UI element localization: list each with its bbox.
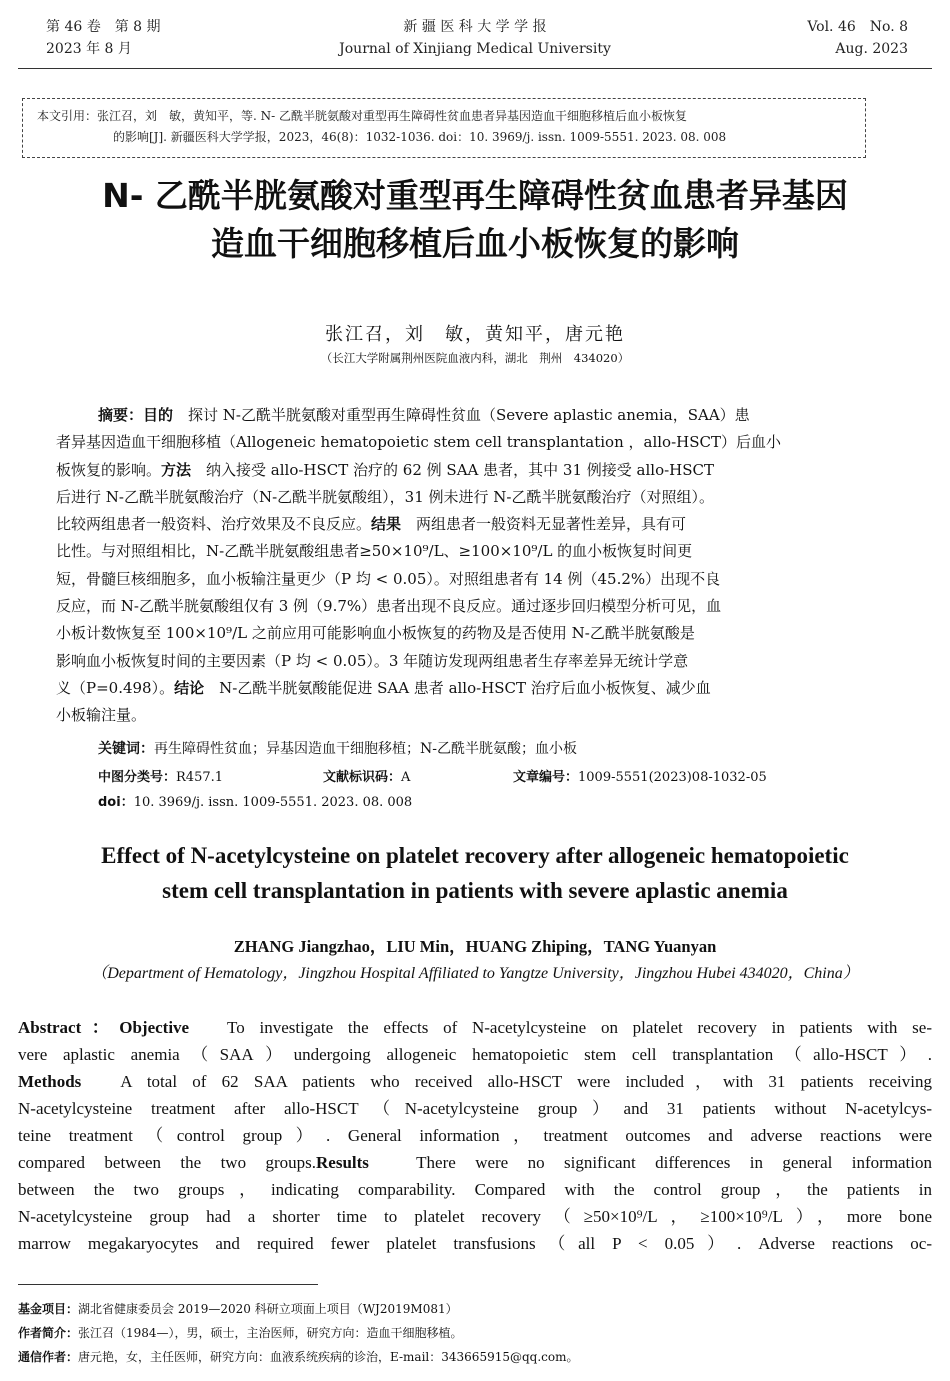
- abstract-label: Abstract：: [18, 1018, 120, 1037]
- abstract-line: [18, 1149, 932, 1176]
- abstract-cn: [56, 402, 898, 730]
- keywords: [98, 738, 577, 758]
- abstract-line: 者异基因造血干细胞移植（Allogeneic hematopoietic stem cell transplantation ，allo-HSCT）后血小: [56, 433, 781, 452]
- journal-name-cn: 新 疆 医 科 大 学 学 报: [403, 19, 547, 35]
- abstract-line: between the two groups，indicating comparability. Compared with the control group，the patients in: [18, 1180, 932, 1199]
- fund-label: 基金项目：: [18, 1302, 79, 1316]
- article-number-value: 1009-5551(2023)08-1032-05: [578, 770, 767, 785]
- running-header-right: [807, 16, 908, 60]
- publication-date: 2023 年 8 月: [46, 41, 132, 57]
- results-text: 两组患者一般资料无显著性差异，具有可: [401, 515, 687, 534]
- affiliation-en: （Department of Hematology，Jingzhou Hospital Affiliated to Yangtze University，Jingzhou Hubei 434020，China）: [91, 965, 859, 982]
- doi-row: [98, 791, 412, 810]
- volume-number-en: Vol. 46 No. 8: [807, 19, 908, 35]
- article-number-label: 文章编号：: [513, 770, 579, 785]
- volume-issue: 第 46 卷 第 8 期: [46, 19, 161, 35]
- footnote-author: [18, 1324, 463, 1341]
- abstract-line: [18, 1014, 932, 1041]
- citation-line: 本文引用：张江召，刘 敏，黄知平，等. N- 乙酰半胱氨酸对重型再生障碍性贫血患者异基因造血干细胞移植后血小板恢复: [37, 109, 688, 123]
- methods-text: 纳入接受 allo-HSCT 治疗的 62 例 SAA 患者，其中 31 例接受 allo-HSCT: [191, 460, 715, 479]
- objective-text: To investigate the effects of N-acetylcysteine on platelet recovery in patients with se-: [189, 1018, 932, 1037]
- journal-name-en: Journal of Xinjiang Medical University: [339, 41, 611, 57]
- fund-value: 湖北省健康委员会 2019—2020 科研立项面上项目（WJ2019M081）: [78, 1302, 458, 1316]
- corresponding-label: 通信作者：: [18, 1350, 79, 1364]
- corresponding-value: 唐元艳，女，主任医师，研究方向：血液系统疾病的诊治，E-mail：343665915@qq.com。: [78, 1350, 579, 1364]
- objective-label: Objective: [119, 1018, 190, 1037]
- results-label: Results: [316, 1153, 369, 1172]
- methods-text: compared between the two groups.: [18, 1153, 316, 1172]
- title-line: stem cell transplantation in patients with severe aplastic anemia: [162, 878, 788, 903]
- document-code-label: 文献标识码：: [323, 770, 402, 785]
- abstract-line: [56, 457, 898, 484]
- keywords-label: 关键词：: [98, 741, 154, 757]
- abstract-label: 摘要：: [98, 406, 144, 424]
- abstract-en: [18, 1014, 932, 1257]
- methods-text: A total of 62 SAA patients who received allo-HSCT were included，with 31 patients receiving: [81, 1072, 932, 1091]
- document-code-value: A: [401, 770, 411, 785]
- objective-label: 目的: [143, 406, 174, 424]
- results-text: 义（P=0.498）。: [56, 678, 175, 697]
- citation-line: 的影响[J]. 新疆医科大学学报，2023，46(8)：1032-1036. doi：10. 3969/j. issn. 1009-5551. 2023. 08. 008: [113, 130, 727, 144]
- abstract-line: 短，骨髓巨核细胞多，血小板输注量更少（P 均 < 0.05）。对照组患者有 14 例（45.2%）出现不良: [56, 569, 721, 588]
- abstract-line: N-acetylcysteine group had a shorter time to platelet recovery（≥50×10⁹/L，≥100×10⁹/L），more bone: [18, 1207, 932, 1226]
- abstract-line: [56, 511, 898, 538]
- doi-label: doi：: [98, 795, 134, 810]
- abstract-line: [18, 1068, 932, 1095]
- abstract-line: 后进行 N-乙酰半胱氨酸治疗（N-乙酰半胱氨酸组），31 例未进行 N-乙酰半胱氨酸治疗（对照组）。: [56, 487, 714, 506]
- affiliation-cn: （长江大学附属荆州医院血液内科，湖北 荆州 434020）: [320, 351, 630, 365]
- date-en: Aug. 2023: [835, 41, 908, 57]
- abstract-line: 反应，而 N-乙酰半胱氨酸组仅有 3 例（9.7%）患者出现不良反应。通过逐步回归模型分析可见，血: [56, 597, 722, 616]
- classification-row: [98, 766, 767, 785]
- methods-label: 方法: [161, 460, 192, 479]
- methods-label: Methods: [18, 1072, 82, 1091]
- article-title-en: [0, 838, 950, 908]
- results-label: 结果: [371, 515, 402, 534]
- header-rule: [18, 68, 932, 69]
- title-line: N- 乙酰半胱氨酸对重型再生障碍性贫血患者异基因: [102, 176, 848, 215]
- abstract-line: teine treatment（control group）. General information，treatment outcomes and adverse reactions were: [18, 1126, 932, 1145]
- clc-value: R457.1: [176, 770, 224, 785]
- author-bio-label: 作者简介：: [18, 1326, 79, 1340]
- footnote-rule: [18, 1284, 318, 1285]
- article-title-cn: [0, 172, 950, 268]
- abstract-line: 小板计数恢复至 100×10⁹/L 之前应用可能影响血小板恢复的药物及是否使用 N-乙酰半胱氨酸是: [56, 624, 695, 643]
- title-line: Effect of N-acetylcysteine on platelet recovery after allogeneic hematopoietic: [101, 843, 849, 868]
- abstract-line: marrow megakaryocytes and required fewer platelet transfusions（all P < 0.05）. Adverse reactions oc-: [18, 1234, 932, 1253]
- methods-text: 比较两组患者一般资料、治疗效果及不良反应。: [56, 515, 372, 534]
- citation-box: [22, 98, 866, 158]
- abstract-line: [56, 675, 898, 702]
- footnote-corresponding: [18, 1348, 578, 1365]
- footnote-fund: [18, 1300, 458, 1317]
- keywords-value: 再生障碍性贫血；异基因造血干细胞移植；N-乙酰半胱氨酸；血小板: [154, 741, 577, 757]
- doi-value: 10. 3969/j. issn. 1009-5551. 2023. 08. 008: [133, 795, 413, 810]
- abstract-line: 小板输注量。: [56, 706, 147, 725]
- conclusion-text: N-乙酰半胱氨酸能促进 SAA 患者 allo-HSCT 治疗后血小板恢复、减少血: [204, 678, 711, 697]
- conclusion-label: 结论: [174, 678, 205, 697]
- authors-en: ZHANG Jiangzhao，LIU Min，HUANG Zhiping，TANG Yuanyan: [233, 937, 717, 956]
- abstract-line: 比性。与对照组相比，N-乙酰半胱氨酸组患者≥50×10⁹/L、≥100×10⁹/L 的血小板恢复时间更: [56, 542, 693, 561]
- clc-label: 中图分类号：: [98, 770, 177, 785]
- title-line: 造血干细胞移植后血小板恢复的影响: [211, 224, 739, 263]
- results-text: There were no significant differences in general information: [368, 1153, 932, 1172]
- abstract-line: [56, 402, 898, 429]
- abstract-line: vere aplastic anemia（SAA）undergoing allogeneic hematopoietic stem cell transplantation（allo-HSCT）.: [18, 1045, 932, 1064]
- objective-text: 探讨 N-乙酰半胱氨酸对重型再生障碍性贫血（Severe aplastic anemia，SAA）患: [173, 406, 750, 424]
- objective-text: 板恢复的影响。: [56, 460, 162, 479]
- author-bio-value: 张江召（1984—），男，硕士，主治医师，研究方向：造血干细胞移植。: [78, 1326, 463, 1340]
- abstract-line: N-acetylcysteine treatment after allo-HSCT（N-acetylcysteine group）and 31 patients without N-acetylcys-: [18, 1099, 932, 1118]
- authors-cn: 张江召，刘 敏，黄知平，唐元艳: [325, 324, 625, 345]
- abstract-line: 影响血小板恢复时间的主要因素（P 均 < 0.05）。3 年随访发现两组患者生存率差异无统计学意: [56, 651, 689, 670]
